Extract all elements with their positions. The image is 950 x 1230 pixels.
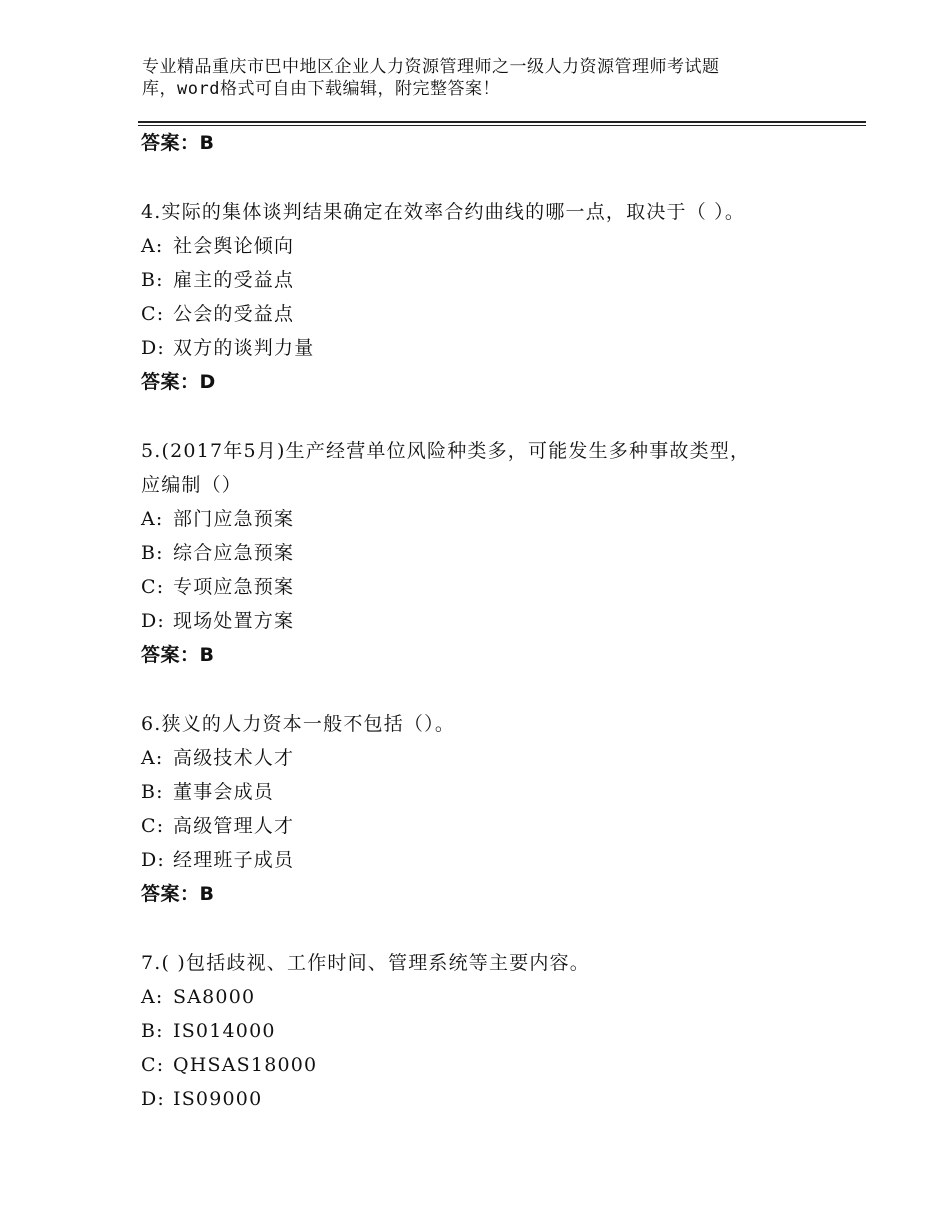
option-text: 公会的受益点 [173, 303, 295, 325]
option-a [141, 502, 841, 536]
option-text: 社会舆论倾向 [173, 235, 295, 257]
option-c [141, 809, 841, 843]
answer-line: 答案：B [141, 644, 215, 666]
previous-question-answer [141, 126, 841, 160]
option-d [141, 331, 841, 365]
option-letter: D: [141, 337, 166, 359]
option-letter: A: [141, 235, 164, 257]
option-letter: C: [141, 576, 165, 598]
option-letter: C: [141, 1054, 165, 1076]
option-letter: B: [141, 269, 164, 291]
option-b [141, 775, 841, 809]
option-letter: D: [141, 1088, 166, 1110]
question-stem: 5.(2017年5月)生产经营单位风险种类多，可能发生多种事故类型， [141, 440, 751, 462]
option-text: 综合应急预案 [173, 542, 295, 564]
option-text: IS09000 [173, 1088, 263, 1110]
header-line-1: 专业精品重庆市巴中地区企业人力资源管理师之一级人力资源管理师考试题 [142, 57, 720, 77]
option-letter: A: [141, 747, 164, 769]
answer-line: 答案：B [141, 132, 215, 154]
option-letter: C: [141, 815, 165, 837]
answer-line: 答案：D [141, 371, 216, 393]
answer-line: 答案：B [141, 883, 215, 905]
option-b [141, 536, 841, 570]
option-text: 双方的谈判力量 [173, 337, 315, 359]
document-header [142, 56, 782, 100]
option-text: QHSAS18000 [173, 1054, 318, 1076]
option-text: 现场处置方案 [173, 610, 295, 632]
question-stem-continued: 应编制（） [141, 474, 243, 496]
option-letter: D: [141, 849, 166, 871]
option-a [141, 229, 841, 263]
option-text: 专项应急预案 [173, 576, 295, 598]
option-text: 雇主的受益点 [173, 269, 295, 291]
option-a [141, 980, 841, 1014]
option-text: 高级管理人才 [173, 815, 295, 837]
question-6 [141, 707, 841, 911]
option-text: IS014000 [173, 1020, 276, 1042]
option-letter: A: [141, 508, 164, 530]
option-letter: B: [141, 542, 164, 564]
option-letter: A: [141, 986, 164, 1008]
option-c [141, 1048, 841, 1082]
option-letter: B: [141, 1020, 164, 1042]
option-c [141, 570, 841, 604]
option-d [141, 604, 841, 638]
option-text: SA8000 [173, 986, 256, 1008]
option-letter: C: [141, 303, 165, 325]
option-b [141, 263, 841, 297]
question-4 [141, 195, 841, 399]
question-stem: 7.( )包括歧视、工作时间、管理系统等主要内容。 [141, 952, 590, 974]
option-b [141, 1014, 841, 1048]
option-a [141, 741, 841, 775]
option-d [141, 843, 841, 877]
option-letter: B: [141, 781, 164, 803]
header-line-2: 库，word格式可自由下载编辑，附完整答案！ [142, 79, 500, 99]
option-d [141, 1082, 841, 1116]
option-text: 部门应急预案 [173, 508, 295, 530]
option-c [141, 297, 841, 331]
option-text: 高级技术人才 [173, 747, 295, 769]
option-text: 经理班子成员 [173, 849, 295, 871]
header-divider-thick [138, 121, 866, 123]
question-stem: 6.狭义的人力资本一般不包括（）。 [141, 713, 456, 735]
option-letter: D: [141, 610, 166, 632]
question-5 [141, 434, 841, 672]
question-7 [141, 946, 841, 1116]
question-stem: 4.实际的集体谈判结果确定在效率合约曲线的哪一点，取决于（ ）。 [141, 201, 746, 223]
option-text: 董事会成员 [173, 781, 275, 803]
